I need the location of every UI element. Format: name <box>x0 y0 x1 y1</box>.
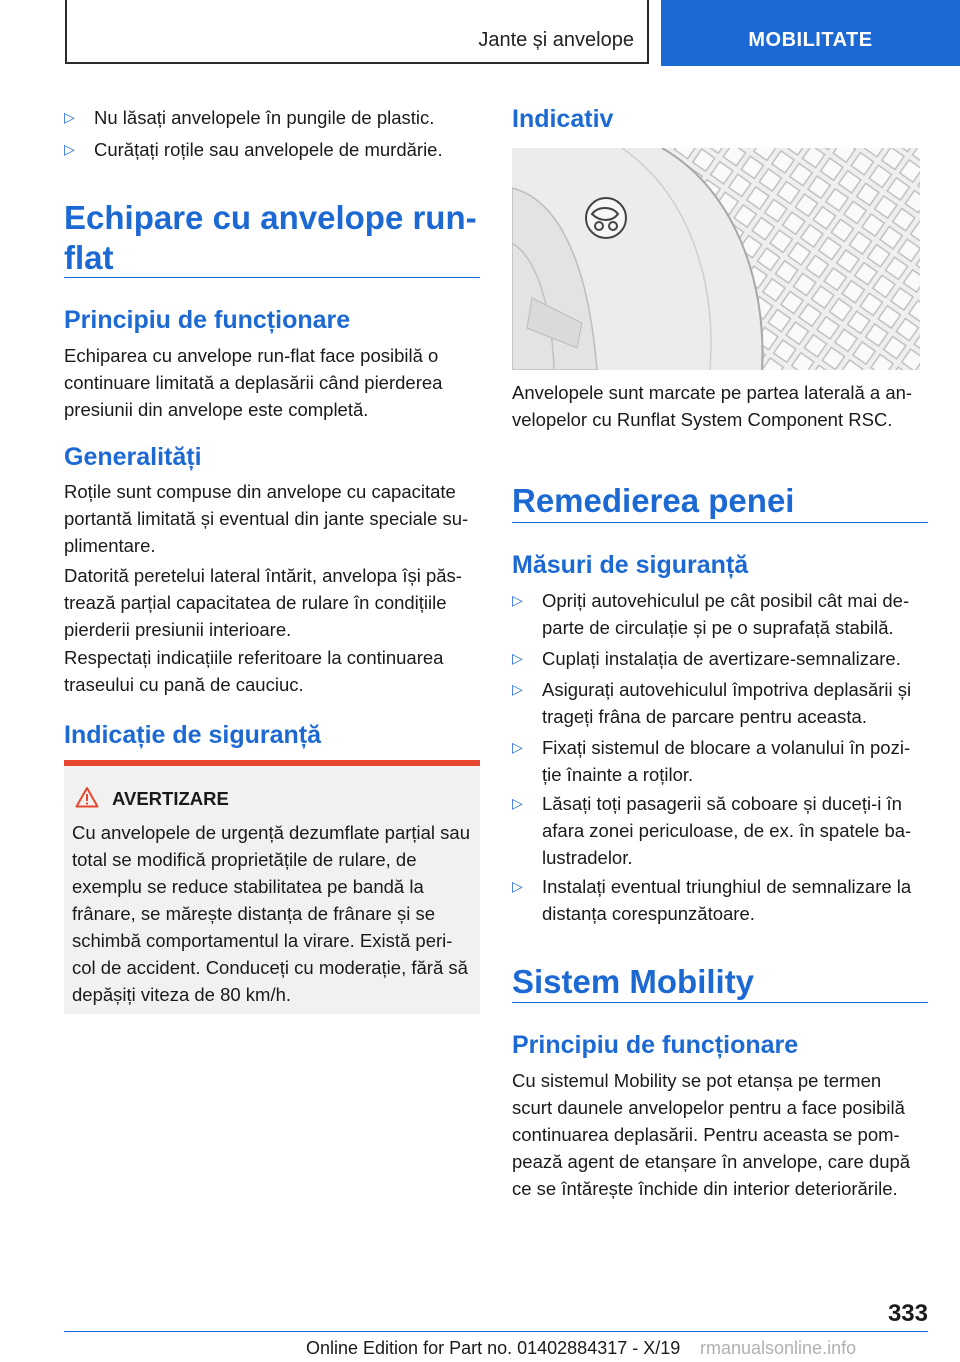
paragraph-mobility: Cu sistemul Mobility se pot etanșa pe termen scurt daunele anvelopelor pentru a face posibilă continuarea deplasării. Pentru aceasta se pom-pează agent de etanșare în anvelope, care după ce se întărește închide din interior deteriorările. <box>512 1070 911 1199</box>
paragraph-indicativ: Anvelopele sunt marcate pe partea laterală a an-velopelor cu Runflat System Component RSC. <box>512 382 913 430</box>
divider <box>64 277 480 278</box>
header-subsection-tab <box>65 0 649 64</box>
section-title-mobility: Sistem Mobility <box>512 963 755 1000</box>
bullet-triangle-icon: ▷ <box>512 739 523 755</box>
warning-box <box>64 760 480 1014</box>
footer-watermark: rmanualsonline.info <box>700 1338 857 1358</box>
bullet-triangle-icon: ▷ <box>512 681 523 697</box>
rsc-emblem-icon <box>586 198 626 238</box>
paragraph-general-2: Datorită peretelui lateral întărit, anvelopa își păs-trează parțial capacitatea de rulare în condițiile pierderii presiunii interioare. <box>64 565 462 640</box>
bullet-triangle-icon: ▷ <box>64 141 75 157</box>
subsection-title-mobility-principle: Principiu de funcționare <box>512 1031 799 1059</box>
list-item: ▷ Cuplați instalația de avertizare-semnalizare. <box>512 645 928 672</box>
header-section: MOBILITATE <box>748 28 873 51</box>
section-title-runflat: Echipare cu anvelope run- flat <box>64 199 477 276</box>
subsection-title-indicativ: Indicativ <box>512 105 614 133</box>
paragraph-principle: Echiparea cu anvelope run-flat face posibilă o continuare limitată a deplasării când pierderea presiunii din anvelope este completă. <box>64 345 443 420</box>
header-subsection: Jante și anvelope <box>478 29 634 51</box>
list-item: ▷ Curățați roțile sau anvelopele de murdărie. <box>64 136 480 163</box>
list-item: ▷ Fixați sistemul de blocare a volanului în pozi-ție înainte a roților. <box>512 734 928 788</box>
bullet-triangle-icon: ▷ <box>512 795 523 811</box>
page-number: 333 <box>887 1300 928 1327</box>
bullet-triangle-icon: ▷ <box>512 592 523 608</box>
footer-edition: Online Edition for Part no. 01402884317 - X/19 <box>306 1338 681 1358</box>
warning-triangle-icon <box>75 786 99 808</box>
divider <box>512 522 928 523</box>
footer-divider <box>64 1331 928 1332</box>
bullet-triangle-icon: ▷ <box>512 878 523 894</box>
subsection-title-principle: Principiu de funcționare <box>64 306 351 334</box>
list-item: ▷ Lăsați toți pasagerii să coboare și duceți-i în afara zonei periculoase, de ex. în spatele ba-lustradelor. <box>512 790 928 871</box>
warning-text: Cu anvelopele de urgență dezumflate parțial sau total se modifică proprietățile de rulare, de exemplu se reduce stabilitatea pe bandă la frânare, se mărește distanța de frânare și se schimbă comportamentul la virare. Există peri-col de accident. Conduceți cu moderație, fără să depășiți viteza de 80 km/h. <box>72 822 471 1005</box>
subsection-title-measures: Măsuri de siguranță <box>512 551 749 579</box>
bullet-triangle-icon: ▷ <box>512 650 523 666</box>
section-title-remedy: Remedierea penei <box>512 482 795 519</box>
paragraph-general-1: Roțile sunt compuse din anvelope cu capacitate portantă limitată și eventual din jante speciale su-plimentare. <box>64 481 469 556</box>
warning-title: AVERTIZARE <box>112 788 229 809</box>
header-section-tab <box>661 0 960 66</box>
list-item: ▷ Nu lăsați anvelopele în pungile de plastic. <box>64 104 480 131</box>
list-item: ▷ Opriți autovehiculul pe cât posibil cât mai de-parte de circulație și pe o suprafață stabilă. <box>512 587 928 641</box>
subsection-title-safety: Indicație de siguranță <box>64 721 322 749</box>
bullet-triangle-icon: ▷ <box>64 109 75 125</box>
list-item: ▷ Asigurați autovehiculul împotriva deplasării și trageți frâna de parcare pentru aceasta. <box>512 676 928 730</box>
list-item: ▷ Instalați eventual triunghiul de semnalizare la distanța corespunzătoare. <box>512 873 928 927</box>
tire-rsc-image <box>512 148 920 370</box>
warning-bar <box>64 760 480 766</box>
divider <box>512 1002 928 1003</box>
subsection-title-general: Generalități <box>64 443 202 471</box>
paragraph-general-3: Respectați indicațiile referitoare la continuarea traseului cu pană de cauciuc. <box>64 647 444 695</box>
